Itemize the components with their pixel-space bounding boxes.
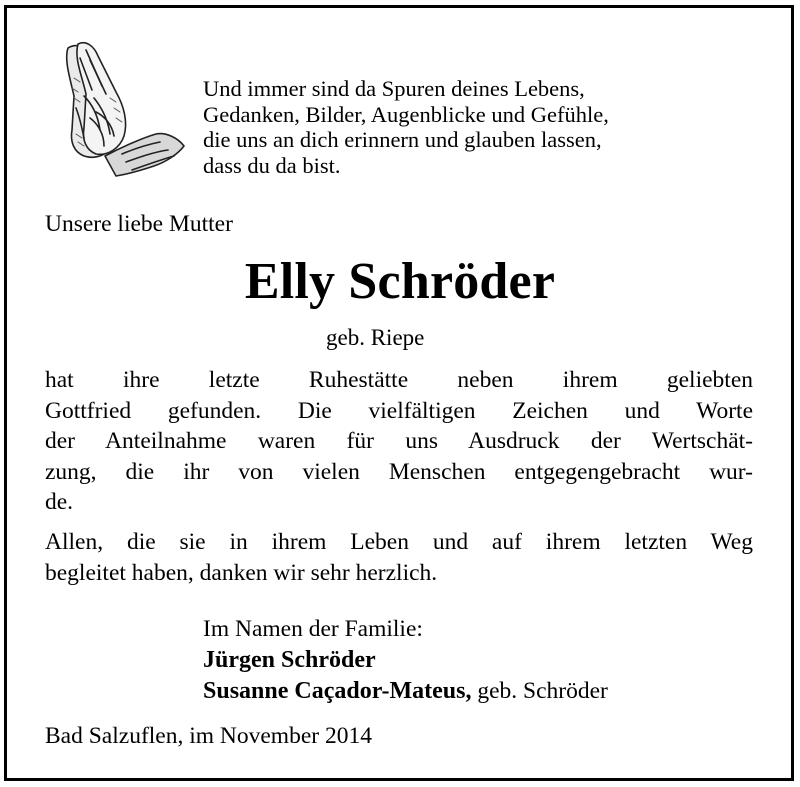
deceased-name: Elly Schröder bbox=[244, 253, 556, 310]
signer-note: geb. Schröder bbox=[477, 678, 608, 704]
body-line: Gottfried gefunden. Die vielfältigen Zeichen und Worte bbox=[45, 397, 753, 424]
signer-name: Susanne Caçador-Mateus, bbox=[203, 678, 472, 704]
body-line: begleitet haben, danken wir sehr herzlich. bbox=[45, 559, 438, 586]
intro-text: Unsere liebe Mutter bbox=[45, 211, 233, 237]
body-line: zung, die ihr von vielen Menschen entgegengebracht wur- bbox=[45, 458, 753, 485]
poem-line: dass du da bist. bbox=[203, 152, 341, 178]
poem-line: die uns an dich erinnern und glauben lassen, bbox=[203, 127, 602, 152]
body-line: hat ihre letzte Ruhestätte neben ihrem geliebten bbox=[45, 367, 753, 393]
signature-heading: Im Namen der Familie: bbox=[203, 616, 423, 642]
praying-hands-icon bbox=[50, 38, 186, 184]
body-line: de. bbox=[45, 489, 74, 515]
poem-line: Und immer sind da Spuren deines Lebens, bbox=[203, 76, 585, 101]
place-date: Bad Salzuflen, im November 2014 bbox=[45, 723, 372, 749]
poem bbox=[203, 76, 609, 178]
body-paragraph-1 bbox=[45, 365, 753, 518]
maiden-name: geb. Riepe bbox=[326, 325, 425, 350]
signature-block bbox=[203, 614, 608, 707]
body-line: der Anteilnahme waren für uns Ausdruck der Wertschät- bbox=[45, 428, 753, 454]
signer bbox=[203, 645, 608, 676]
poem-line: Gedanken, Bilder, Augenblicke und Gefühle, bbox=[203, 101, 609, 127]
body-line: Allen, die sie in ihrem Leben und auf ihrem letzten Weg bbox=[45, 529, 753, 555]
body-paragraph-2 bbox=[45, 527, 753, 588]
signer bbox=[203, 676, 608, 707]
signer-name: Jürgen Schröder bbox=[203, 647, 376, 673]
